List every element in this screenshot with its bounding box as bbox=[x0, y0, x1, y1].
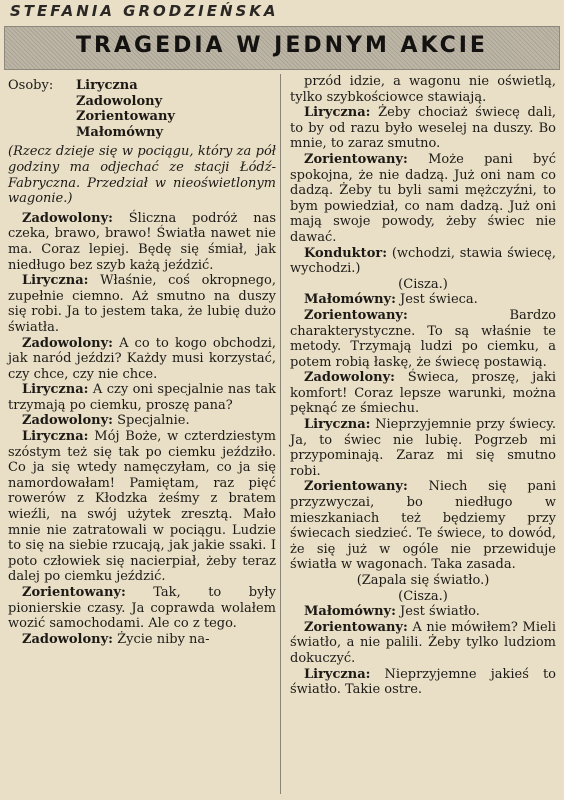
dialogue-line bbox=[8, 413, 276, 429]
dialogue-line bbox=[8, 211, 276, 273]
line-text: (wchodzi, stawia świecę, wychodzi.) bbox=[290, 245, 556, 277]
dialogue-line bbox=[8, 585, 276, 632]
cast-name: Zadowolony bbox=[76, 93, 163, 109]
speaker-name: Liryczna: bbox=[304, 105, 371, 121]
dialogue-line bbox=[290, 604, 556, 620]
speaker-name: Zadowolony: bbox=[304, 370, 395, 386]
dialogue-line bbox=[8, 429, 276, 585]
speaker-name: Zorientowany: bbox=[304, 307, 408, 323]
line-text: Nieprzyjemne jakieś to światło. Takie ostre. bbox=[290, 666, 556, 698]
line-text: A co to kogo obchodzi, jak naród jeździ? Każdy musi korzystać, czy chce, czy nie chce. bbox=[8, 335, 276, 382]
dialogue-line bbox=[8, 336, 276, 383]
dialogue-line bbox=[8, 273, 276, 335]
speaker-name: Zorientowany: bbox=[304, 619, 408, 635]
line-text: (Zapala się światło.) bbox=[356, 573, 490, 588]
speaker-name: Liryczna: bbox=[22, 273, 89, 289]
left-column bbox=[8, 74, 276, 647]
dialogue-line bbox=[8, 382, 276, 413]
speaker-name: Zadowolony: bbox=[22, 413, 113, 429]
speaker-name: Małomówny: bbox=[304, 292, 396, 308]
speaker-name: Liryczna: bbox=[304, 666, 371, 682]
line-text: (Cisza.) bbox=[398, 588, 448, 604]
dialogue-line bbox=[290, 479, 556, 573]
speaker-name: Zadowolony: bbox=[22, 210, 113, 226]
dialogue-line bbox=[8, 632, 276, 648]
speaker-name: Zorientowany: bbox=[22, 585, 126, 600]
dialogue-line bbox=[290, 277, 556, 293]
line-text: Jest światło. bbox=[395, 604, 480, 620]
dialogue-line bbox=[290, 667, 556, 698]
line-text: Życie niby na- bbox=[112, 631, 210, 647]
right-column bbox=[290, 74, 556, 698]
speaker-name: Liryczna: bbox=[22, 382, 89, 398]
line-text: A czy oni specjalnie nas tak trzymają po ciemku, proszę pana? bbox=[8, 382, 276, 413]
line-text: Nieprzyjemnie przy świecy. Ja, to świec nie lubię. Pogrzeb mi przypominają. Zaraz mi się smutno robi. bbox=[290, 417, 556, 479]
line-text: Może pani być spokojna, że nie dadzą. Już oni nam co dadzą. Żeby tu byli sami mężczyźni, to bym powiedział, co nam dadzą. Już oni mają swoje powody, żeby świec nie dawać. bbox=[290, 151, 556, 245]
dialogue-line bbox=[290, 292, 556, 308]
cast-list bbox=[8, 78, 276, 140]
cast-name: Zorientowany bbox=[76, 109, 175, 125]
speaker-name: Zorientowany: bbox=[304, 151, 408, 167]
line-text: przód idzie, a wagonu nie oświetlą, tylko szybkościowce stawiają. bbox=[290, 74, 556, 105]
speaker-name: Małomówny: bbox=[304, 604, 396, 620]
dialogue-line bbox=[290, 246, 556, 277]
speaker-name: Zadowolony: bbox=[22, 631, 113, 647]
line-text: Niech się pani przyzwyczai, bo niedługo w mieszkaniach też będziemy przy świecach siedzieć. Te świece, to dowód, że się już w ogóle nie przewiduje światła w wagonach. Taka zasada. bbox=[290, 479, 556, 573]
line-text: (Cisza.) bbox=[398, 276, 448, 292]
author-name: STEFANIA GRODZIEŃSKA bbox=[10, 2, 279, 20]
dialogue-line bbox=[290, 105, 556, 152]
title-banner bbox=[4, 26, 560, 70]
line-text: Mój Boże, w czterdziestym szóstym też się tak po ciemku jeździło. Co ja się wtedy namęczyłam, co ja się namordowałam! Pamiętam, raz pięć rowerów z Kłodzka żeśmy z bratem wieźli, na swój użytek zresztą. Mało mnie nie zatratowali w pociągu. Ludzie to się na siebie rzucają, jak jakie ssaki. I poto człowiek się nacierpiał, żeby teraz dalej po ciemku jeździć. bbox=[8, 429, 276, 585]
line-text: Specjalnie. bbox=[112, 413, 190, 429]
speaker-name: Konduktor: bbox=[304, 245, 388, 261]
speaker-name: Liryczna: bbox=[304, 417, 371, 433]
dialogue-line bbox=[290, 308, 556, 370]
line-text: Bardzo charakterystyczne. To są właśnie te metody. Trzymają ludzi po ciemku, a potem robią łaskę, że świecę postawią. bbox=[290, 307, 556, 370]
line-text: Śliczna podróż nas czeka, brawo, brawo! Światła nawet nie ma. Coraz lepiej. Będę się śmiał, jak niedługo bez szyb każą jeździć. bbox=[8, 210, 276, 273]
line-text: A nie mówiłem? Mieli światło, a nie palili. Żeby tylko ludziom dokuczyć. bbox=[290, 619, 556, 666]
cast-label: Osoby: bbox=[8, 78, 54, 93]
line-text: Jest świeca. bbox=[395, 292, 478, 308]
dialogue-line bbox=[290, 152, 556, 246]
dialogue-line bbox=[290, 370, 556, 417]
dialogue-line bbox=[290, 417, 556, 479]
dialogue-left bbox=[8, 211, 276, 648]
line-text: Tak, to były pionierskie czasy. Ja coprawda wolałem wozić samochodami. Ale co z tego. bbox=[8, 585, 276, 632]
dialogue-line bbox=[290, 573, 556, 589]
dialogue-line bbox=[290, 620, 556, 667]
dialogue-right bbox=[290, 74, 556, 698]
dialogue-line bbox=[290, 589, 556, 605]
speaker-name: Zorientowany: bbox=[304, 479, 408, 495]
cast-name: Liryczna bbox=[76, 78, 138, 93]
article-title: TRAGEDIA W JEDNYM AKCIE bbox=[76, 33, 488, 58]
line-text: Właśnie, coś okropnego, zupełnie ciemno. Aż smutno na duszy się robi. Ja to jestem taka, że lubię dużo światła. bbox=[8, 273, 276, 335]
line-text: Żeby chociaż świecę dali, to by od razu było weselej na duszy. Bo mnie, to zaraz smutno. bbox=[290, 105, 556, 152]
dialogue-line bbox=[290, 74, 556, 105]
speaker-name: Zadowolony: bbox=[22, 335, 113, 351]
line-text: Świeca, proszę, jaki komfort! Coraz lepsze warunki, można pęknąć ze śmiechu. bbox=[290, 370, 556, 417]
stage-direction: (Rzecz dzieje się w pociągu, który za pół godziny ma odjechać ze stacji Łódź-Fabryczna. Przedział w nieoświetlonym wagonie.) bbox=[8, 144, 276, 207]
column-divider bbox=[280, 74, 281, 794]
cast-name: Małomówny bbox=[76, 124, 164, 140]
speaker-name: Liryczna: bbox=[22, 429, 89, 445]
